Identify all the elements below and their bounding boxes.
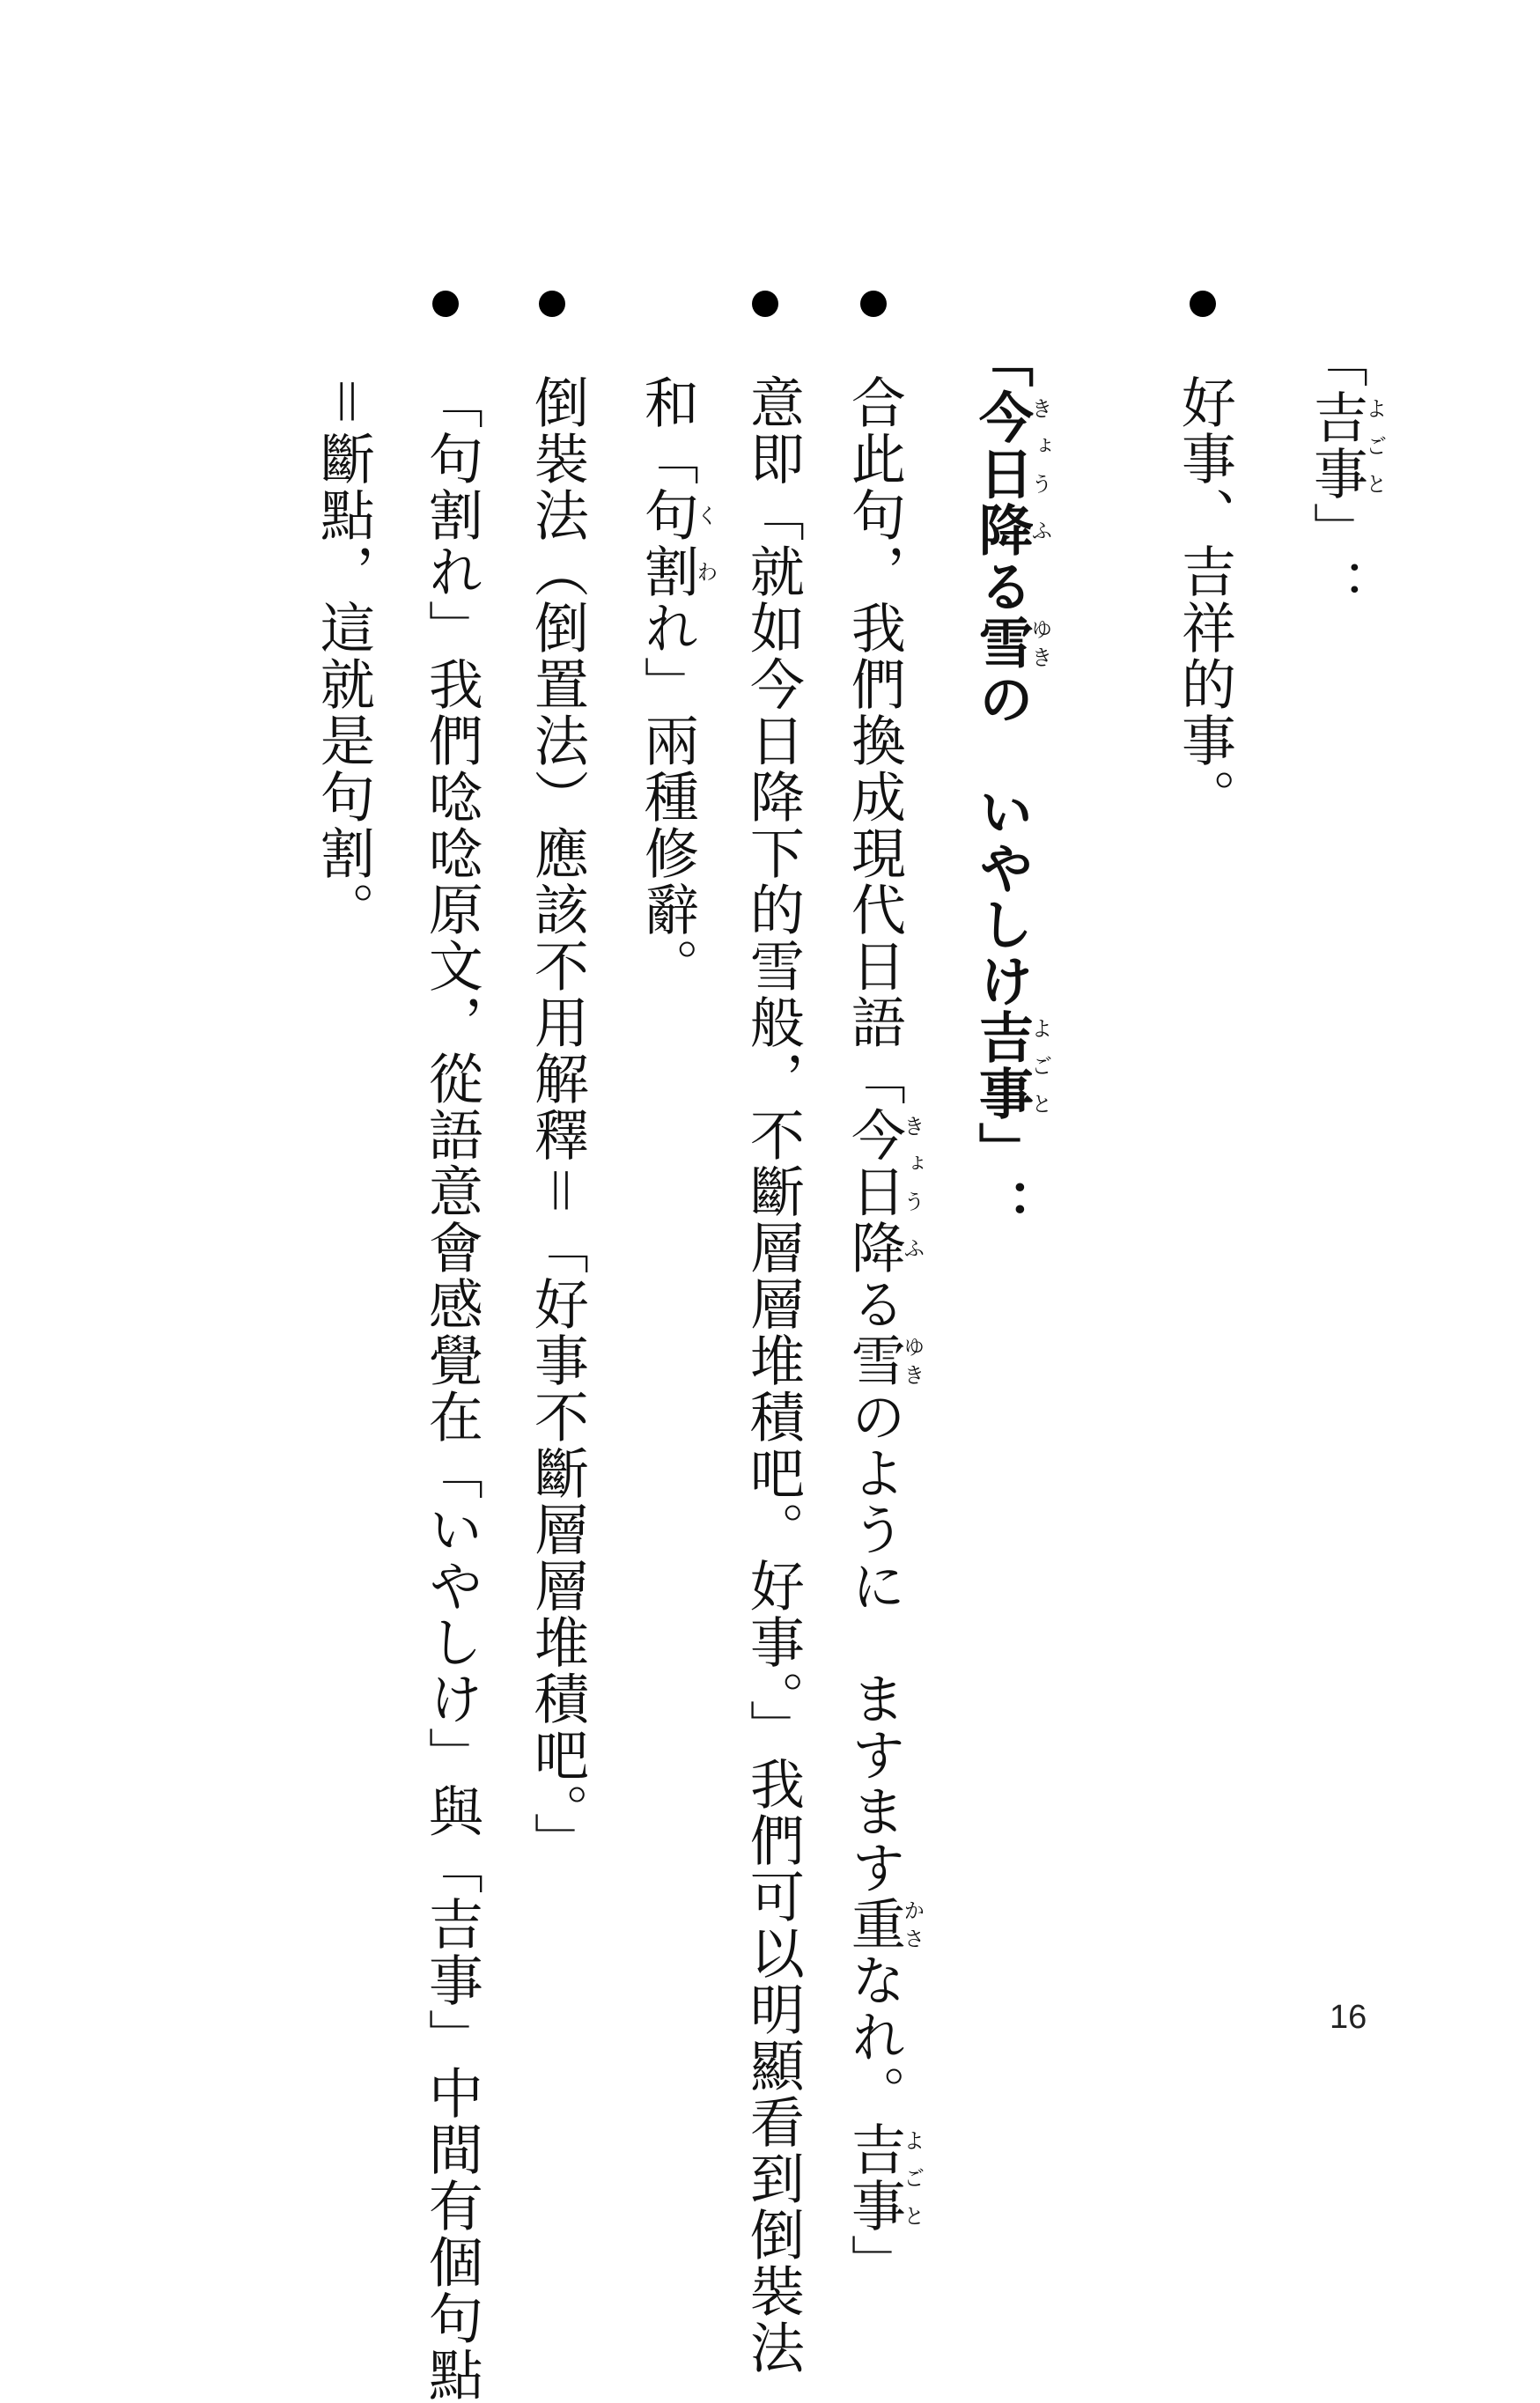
furigana-reading: きょう xyxy=(1027,389,1052,502)
modern-translation xyxy=(841,374,925,2290)
furigana-word xyxy=(969,615,1052,671)
bullet-icon xyxy=(539,291,565,317)
kanji-base: 雪 xyxy=(842,1332,907,1389)
furigana-word xyxy=(969,502,1052,558)
explanation xyxy=(740,374,806,2376)
furigana-word xyxy=(842,1107,925,1220)
furigana-reading: よごと xyxy=(899,2121,925,2234)
kanji-base: 降 xyxy=(842,1220,907,1276)
furigana-reading: くわ xyxy=(692,487,718,600)
bullet-icon xyxy=(1190,291,1216,317)
text-segment: なれ。 xyxy=(842,1952,907,2121)
kanji-base: 吉事 xyxy=(969,1009,1035,1122)
kanji-base: 吉事 xyxy=(1304,389,1369,502)
kanji-base: 今日 xyxy=(842,1107,907,1220)
furigana-reading: かさ xyxy=(899,1896,925,1952)
kanji-base: 今日 xyxy=(969,389,1035,502)
text-segment: 」： xyxy=(969,1122,1035,1235)
furigana-word xyxy=(842,1332,925,1389)
kanji-base: 降 xyxy=(969,502,1035,558)
text-segment: 合此句，我們換成現代日語「 xyxy=(842,374,907,1107)
text-segment: る xyxy=(969,558,1035,615)
furigana-reading: ふ xyxy=(899,1220,925,1276)
text-segment: 「句割れ」我們唸唸原文，從語意會感覺在「いやしけ」與「吉事」中間有個句點 xyxy=(419,374,484,2403)
furigana-word xyxy=(842,1220,925,1276)
furigana-reading: よごと xyxy=(1361,389,1387,502)
kanji-base: 吉事 xyxy=(842,2121,907,2234)
furigana-word xyxy=(969,389,1052,502)
kanji-base: 雪 xyxy=(969,615,1035,671)
furigana-word xyxy=(842,1896,925,1952)
furigana-reading: ゆき xyxy=(899,1332,925,1389)
kanji-base: 重 xyxy=(842,1896,907,1952)
text-segment: 意即「就如今日降下的雪般，不斷層層堆積吧。好事。」我們可以明顯看到倒裝法 xyxy=(741,374,806,2376)
text-segment: 」： xyxy=(1304,502,1369,615)
furigana-word xyxy=(842,2121,925,2234)
text-segment: の いやしけ xyxy=(969,671,1035,1009)
bullet-icon xyxy=(860,291,887,317)
poem-heading xyxy=(969,333,1050,2006)
text-segment: のように ますます xyxy=(842,1389,907,1896)
furigana-reading: よごと xyxy=(1027,1009,1052,1122)
rhetoric-techniques xyxy=(634,374,716,2047)
kuware-continuation xyxy=(310,374,375,2047)
meaning-yogoto xyxy=(1171,374,1236,2047)
text-segment: 好事、吉祥的事。 xyxy=(1172,374,1237,825)
kanji-base: 句割 xyxy=(635,487,700,600)
text-segment: 倒裝法（倒置法）應該不用解釋＝「好事不斷層層堆積吧。」 xyxy=(525,374,590,1869)
text-segment: る xyxy=(842,1276,907,1332)
bullet-icon xyxy=(432,291,459,317)
text-segment: ＝斷點，這就是句割。 xyxy=(311,374,376,938)
furigana-word xyxy=(1304,389,1387,502)
inversion-explanation xyxy=(524,374,589,2047)
bullet-icon xyxy=(752,291,778,317)
text-segment: 」 xyxy=(842,2234,907,2290)
furigana-reading: ふ xyxy=(1027,502,1052,558)
text-segment: 和「 xyxy=(635,374,700,487)
furigana-word xyxy=(635,487,718,600)
text-segment: れ」兩種修辭。 xyxy=(635,600,700,994)
term-heading-yogoto xyxy=(1303,333,1385,2006)
text-segment: 「 xyxy=(1304,333,1369,389)
furigana-reading: ゆき xyxy=(1027,615,1052,671)
kuware-explanation xyxy=(418,374,484,2403)
furigana-reading: きょう xyxy=(899,1107,925,1220)
text-segment: 「 xyxy=(969,333,1035,389)
page-number: 16 xyxy=(1330,1999,1367,2036)
furigana-word xyxy=(969,1009,1052,1122)
